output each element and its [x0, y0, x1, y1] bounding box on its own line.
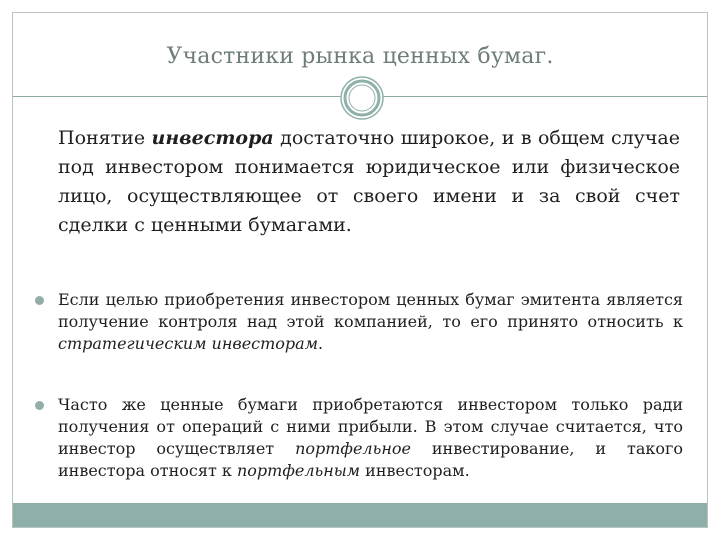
bullet-text: Если целью приобретения инвестором ценных бумаг эмитента является получение контроля над этой компанией, то его принято относить к	[58, 290, 683, 331]
footer-accent-bar	[13, 503, 707, 527]
bullet-strategic	[58, 289, 683, 355]
intro-paragraph	[58, 124, 680, 240]
slide-title: Участники рынка ценных бумаг.	[166, 44, 554, 69]
intro-term: инвестора	[151, 127, 274, 149]
bullet-text: Часто же ценные бумаги приобретаются инвестором только ради получения от операций с ними прибыли. В этом случае считается, что инвестор осуществляет	[58, 395, 683, 458]
bullet-marker-icon	[35, 296, 44, 305]
intro-rest: достаточно широкое, и в общем случае под инвестором понимается юридическое или физическое лицо, осуществляющее от своего имени и за свой счет сделки с ценными бумагами.	[58, 127, 680, 236]
bullet-italic-term-2: портфельным	[236, 461, 361, 480]
bullet-marker-icon	[35, 401, 44, 410]
bullet-italic-term: портфельное	[295, 439, 411, 458]
bullet-text-end: .	[317, 334, 324, 353]
title-divider-left	[13, 96, 341, 97]
bullet-italic-term: стратегическим инвесторам	[58, 334, 318, 353]
title-divider-right	[383, 96, 707, 97]
bullet-text-middle: инвестирование, и такого инвестора относят к	[58, 439, 683, 480]
intro-lead: Понятие	[58, 127, 152, 149]
ornament-circle-icon	[340, 76, 384, 120]
bullet-text-end: инвесторам.	[360, 461, 470, 480]
bullet-portfolio	[58, 394, 683, 482]
